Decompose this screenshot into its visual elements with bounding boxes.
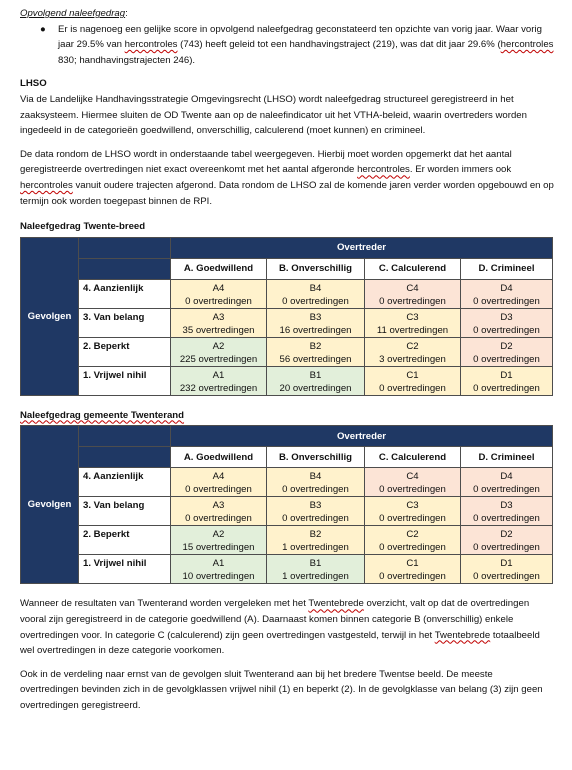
table1-col-header: B. Onverschillig: [267, 258, 365, 279]
row-label: 4. Aanzienlijk: [79, 468, 171, 497]
matrix-cell: [365, 526, 461, 555]
table2-side-header: Gevolgen: [21, 426, 79, 584]
paragraph-part: overzicht, valt op dat de overtredingen vooral zijn geregistreerd in de categorie goedwillend (A). Daarnaast komen binnen categorie B (onverschillig) enkele overtredingen voor. In categorie C (calculerend) zijn geen overtredingen vastgesteld, terwijl in het: [20, 598, 530, 641]
spelling-word: hercontroles: [20, 179, 73, 191]
row-label: 2. Beperkt: [79, 337, 171, 366]
spelling-word: hercontroles: [500, 39, 554, 51]
cell-code: D2: [500, 529, 513, 541]
intro-bullet: [20, 22, 554, 69]
matrix-cell: [171, 555, 267, 584]
cell-code: D2: [500, 340, 513, 352]
cell-code: A1: [212, 369, 225, 381]
spelling-word: Twentebrede: [434, 629, 491, 641]
matrix-cell: [171, 366, 267, 395]
cell-count: 225 overtredingen: [179, 353, 258, 365]
cell-count: 0 overtredingen: [185, 484, 252, 496]
matrix-cell: [267, 497, 365, 526]
cell-code: C3: [406, 311, 419, 323]
matrix-cell: [171, 526, 267, 555]
matrix-cell: [461, 279, 553, 308]
row-label: 3. Van belang: [79, 308, 171, 337]
cell-count: 0 overtredingen: [473, 324, 540, 336]
matrix-cell: [267, 279, 365, 308]
bullet-part: 830; handhavingstrajecten 246).: [58, 54, 196, 66]
cell-count: 3 overtredingen: [379, 353, 446, 365]
cell-code: A2: [212, 340, 225, 352]
cell-count: 0 overtredingen: [282, 513, 349, 525]
matrix-cell: [267, 308, 365, 337]
cell-count: 0 overtredingen: [379, 484, 446, 496]
cell-count: 0 overtredingen: [473, 382, 540, 394]
matrix-cell: [171, 468, 267, 497]
spelling-word: hercontroles: [124, 39, 178, 51]
cell-code: B2: [309, 340, 322, 352]
closing-paragraph-2: Ook in de verdeling naar ernst van de gevolgen sluit Twenterand aan bij het bredere Twentse beeld. De meeste overtredingen bevinden zich in de gevolgklassen vrijwel nihil (1) en beperkt (2). In de gevolgklasse van belang (3) zijn geen overtredingen geregistreerd.: [20, 668, 543, 711]
cell-code: A3: [212, 311, 225, 323]
table2-col-header: C. Calculerend: [365, 447, 461, 468]
cell-count: 10 overtredingen: [182, 571, 255, 583]
table2-title: [20, 408, 554, 424]
matrix-cell: [171, 497, 267, 526]
intro-bullet-text: [58, 22, 554, 69]
paragraph-part: Wanneer de resultaten van Twenterand worden vergeleken met het: [20, 598, 309, 610]
matrix-cell: [461, 468, 553, 497]
cell-code: B1: [309, 558, 322, 570]
cell-code: B2: [309, 529, 322, 541]
table1: [20, 237, 553, 396]
table2-corner-2: [79, 447, 171, 468]
spelling-word: Twentebrede: [308, 598, 364, 610]
matrix-cell: [267, 337, 365, 366]
matrix-cell: [461, 308, 553, 337]
paragraph-part: . Er worden immers ook: [409, 164, 512, 176]
cell-count: 0 overtredingen: [185, 295, 252, 307]
cell-code: B4: [309, 282, 322, 294]
paragraph-part: vanuit oudere trajecten afgerond. Data rondom de LHSO zal de komende jaren verder worden opgebouwd en op termijn ook worden toegepast binnen de RPI.: [20, 179, 554, 207]
cell-code: C1: [406, 369, 419, 381]
table2: [20, 425, 553, 584]
cell-code: C1: [406, 558, 419, 570]
table1-row: [21, 337, 553, 366]
cell-count: 56 overtredingen: [279, 353, 352, 365]
lhso-paragraph-1: Via de Landelijke Handhavingsstrategie Omgevingsrecht (LHSO) wordt naleefgedrag structureel geregistreerd in het zaaksysteem. Hiermee sluiten de OD Twente aan op de naleefindicator uit het VTHA-beleid, waarin overtreders worden ingedeeld in de categorieën goedwillend, onverschillig, calculerend (moet kunnen) en crimineel.: [20, 93, 527, 137]
matrix-cell: [267, 366, 365, 395]
cell-count: 0 overtredingen: [379, 295, 446, 307]
matrix-cell: [461, 526, 553, 555]
intro-heading-colon: :: [125, 8, 128, 19]
table1-corner: [79, 237, 171, 258]
matrix-cell: [365, 308, 461, 337]
matrix-cell: [171, 337, 267, 366]
cell-count: 0 overtredingen: [379, 542, 446, 554]
table2-row: [21, 555, 553, 584]
table1-col-header: C. Calculerend: [365, 258, 461, 279]
table1-row: [21, 279, 553, 308]
cell-code: C2: [406, 340, 419, 352]
lhso-paragraph-2: [20, 147, 554, 209]
row-label: 3. Van belang: [79, 497, 171, 526]
matrix-cell: [171, 308, 267, 337]
matrix-cell: [365, 555, 461, 584]
matrix-cell: [365, 279, 461, 308]
cell-code: A1: [212, 558, 225, 570]
matrix-cell: [267, 468, 365, 497]
cell-code: C4: [406, 282, 419, 294]
cell-count: 15 overtredingen: [182, 542, 255, 554]
table1-side-header: Gevolgen: [21, 237, 79, 395]
cell-count: 16 overtredingen: [279, 324, 352, 336]
table1-col-header: D. Crimineel: [461, 258, 553, 279]
cell-code: A4: [212, 282, 225, 294]
cell-code: D4: [500, 471, 513, 483]
cell-code: A2: [212, 529, 225, 541]
matrix-cell: [365, 366, 461, 395]
cell-code: A3: [212, 500, 225, 512]
table2-col-header: B. Onverschillig: [267, 447, 365, 468]
cell-count: 0 overtredingen: [473, 571, 540, 583]
cell-code: D3: [500, 311, 513, 323]
cell-code: C3: [406, 500, 419, 512]
table2-col-header: D. Crimineel: [461, 447, 553, 468]
matrix-cell: [267, 526, 365, 555]
matrix-cell: [365, 468, 461, 497]
paragraph-part: De data rondom de LHSO wordt in onderstaande tabel weergegeven. Hierbij moet worden opgemerkt dat het aantal geregistreerde overtredingen niet exact overeenkomt met het aantal afgeronde: [20, 148, 512, 176]
cell-count: 0 overtredingen: [379, 513, 446, 525]
table1-row: [21, 366, 553, 395]
closing-paragraph-1: [20, 596, 554, 658]
cell-count: 0 overtredingen: [473, 513, 540, 525]
intro-heading-text: Opvolgend naleefgedrag: [20, 8, 126, 19]
cell-code: B3: [309, 500, 322, 512]
cell-count: 0 overtredingen: [282, 295, 349, 307]
matrix-cell: [461, 555, 553, 584]
table1-title: Naleefgedrag Twente-breed: [20, 221, 146, 233]
cell-count: 1 overtredingen: [282, 542, 349, 554]
bullet-icon: ●: [40, 23, 46, 35]
table2-corner: [79, 426, 171, 447]
paragraph-part: totaalbeeld wel overtredingen in deze categorie voorkomen.: [20, 629, 540, 657]
row-label: 2. Beperkt: [79, 526, 171, 555]
table1-col-header: A. Goedwillend: [171, 258, 267, 279]
bullet-part: (743) heeft geleid tot een handhavingstraject (219), was dat dit jaar 29.6% (: [177, 39, 501, 51]
matrix-cell: [365, 497, 461, 526]
table1-top-header: Overtreder: [171, 237, 553, 258]
row-label: 4. Aanzienlijk: [79, 279, 171, 308]
cell-count: 1 overtredingen: [282, 571, 349, 583]
cell-code: B1: [309, 369, 322, 381]
cell-count: 0 overtredingen: [379, 571, 446, 583]
cell-code: D4: [500, 282, 513, 294]
row-label: 1. Vrijwel nihil: [79, 366, 171, 395]
cell-code: D1: [500, 369, 513, 381]
cell-count: 0 overtredingen: [473, 295, 540, 307]
matrix-cell: [461, 366, 553, 395]
cell-count: 0 overtredingen: [473, 353, 540, 365]
matrix-cell: [365, 337, 461, 366]
table2-row: [21, 497, 553, 526]
intro-heading: [20, 6, 554, 22]
cell-count: 0 overtredingen: [185, 513, 252, 525]
table2-top-header: Overtreder: [171, 426, 553, 447]
matrix-cell: [461, 497, 553, 526]
cell-code: D1: [500, 558, 513, 570]
table2-row: [21, 526, 553, 555]
matrix-cell: [461, 337, 553, 366]
cell-count: 0 overtredingen: [379, 382, 446, 394]
cell-count: 11 overtredingen: [376, 324, 449, 336]
cell-count: 35 overtredingen: [182, 324, 255, 336]
table1-corner-2: [79, 258, 171, 279]
cell-code: D3: [500, 500, 513, 512]
cell-code: B3: [309, 311, 322, 323]
bullet-part: Er is nagenoeg een gelijke score in opvolgend naleefgedrag geconstateerd ten opzichte van vorig jaar. Waar vorig jaar 29.5% van: [58, 23, 542, 51]
cell-code: B4: [309, 471, 322, 483]
cell-count: 20 overtredingen: [279, 382, 352, 394]
cell-code: C4: [406, 471, 419, 483]
table2-col-header: A. Goedwillend: [171, 447, 267, 468]
cell-count: 0 overtredingen: [473, 484, 540, 496]
cell-count: 0 overtredingen: [473, 542, 540, 554]
row-label: 1. Vrijwel nihil: [79, 555, 171, 584]
table1-row: [21, 308, 553, 337]
table2-row: [21, 468, 553, 497]
spelling-word: hercontroles: [357, 164, 410, 176]
table2-title-text: Naleefgedrag gemeente Twenterand: [20, 409, 185, 421]
cell-code: A4: [212, 471, 225, 483]
cell-code: C2: [406, 529, 419, 541]
cell-count: 232 overtredingen: [179, 382, 258, 394]
matrix-cell: [171, 279, 267, 308]
lhso-heading: LHSO: [20, 78, 47, 90]
matrix-cell: [267, 555, 365, 584]
cell-count: 0 overtredingen: [282, 484, 349, 496]
